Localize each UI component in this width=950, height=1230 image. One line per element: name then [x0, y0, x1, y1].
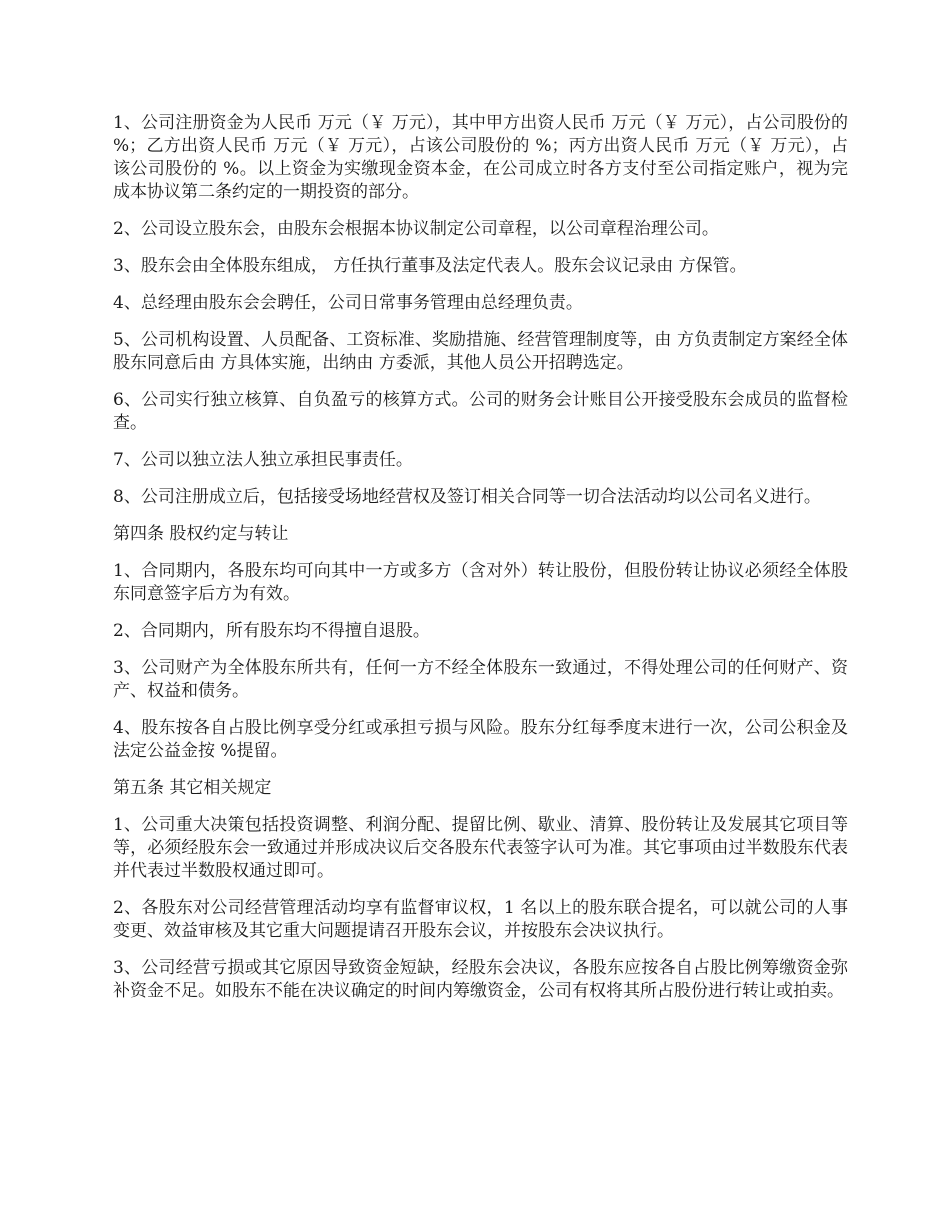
paragraph-capital-shortage: 3、公司经营亏损或其它原因导致资金短缺，经股东会决议，各股东应按各自占股比例筹缴资金弥补资金不足。如股东不能在决议确定的时间内筹缴资金，公司有权将其所占股份进行转让或拍卖。 [113, 958, 848, 1001]
paragraph-company-property: 3、公司财产为全体股东所共有，任何一方不经全体股东一致通过，不得处理公司的任何财产、资产、权益和债务。 [113, 658, 848, 701]
section-heading-article-5: 第五条 其它相关规定 [113, 778, 272, 798]
paragraph-general-manager: 4、总经理由股东会会聘任，公司日常事务管理由总经理负责。 [113, 293, 583, 313]
paragraph-dividends: 4、股东按各自占股比例享受分红或承担亏损与风险。股东分红每季度末进行一次，公司公积金及法定公益金按 %提留。 [113, 718, 848, 761]
paragraph-shareholders-meeting: 2、公司设立股东会，由股东会根据本协议制定公司章程，以公司章程治理公司。 [113, 219, 719, 239]
paragraph-civil-liability: 7、公司以独立法人独立承担民事责任。 [113, 450, 413, 470]
paragraph-registered-capital: 1、公司注册资金为人民币 万元（￥ 万元），其中甲方出资人民币 万元（￥ 万元），占公司股份的 %；乙方出资人民币 万元（￥ 万元），占该公司股份的 %；丙方出资人民币 万元（￥ 万元），占该公司股份的 %。以上资金为实缴现金资本金，在公司成立时各方支付至公司指定账户，视为完成本协议第二条约定的一期投资的部分。 [113, 113, 848, 202]
paragraph-legal-activities: 8、公司注册成立后，包括接受场地经营权及签订相关合同等一切合法活动均以公司名义进行。 [113, 487, 821, 507]
paragraph-organization-setup: 5、公司机构设置、人员配备、工资标准、奖励措施、经营管理制度等，由 方负责制定方案经全体股东同意后由 方具体实施，出纳由 方委派，其他人员公开招聘选定。 [113, 330, 848, 373]
paragraph-no-withdrawal: 2、合同期内，所有股东均不得擅自退股。 [113, 621, 430, 641]
paragraph-major-decisions: 1、公司重大决策包括投资调整、利润分配、提留比例、歇业、清算、股份转让及发展其它项目等等，必须经股东会一致通过并形成决议后交各股东代表签字认可为准。其它事项由过半数股东代表并代表过半数股权通过即可。 [113, 815, 848, 881]
paragraph-supervision-rights: 2、各股东对公司经营管理活动均享有监督审议权，1 名以上的股东联合提名，可以就公司的人事变更、效益审核及其它重大问题提请召开股东会议，并按股东会决议执行。 [113, 898, 848, 941]
paragraph-share-transfer: 1、合同期内，各股东均可向其中一方或多方（含对外）转让股份，但股份转让协议必须经全体股东同意签字后方为有效。 [113, 561, 848, 604]
paragraph-independent-accounting: 6、公司实行独立核算、自负盈亏的核算方式。公司的财务会计账目公开接受股东会成员的监督检查。 [113, 390, 848, 433]
paragraph-executive-director: 3、股东会由全体股东组成， 方任执行董事及法定代表人。股东会议记录由 方保管。 [113, 256, 747, 276]
section-heading-article-4: 第四条 股权约定与转让 [113, 524, 289, 544]
document-body [113, 112, 848, 1017]
